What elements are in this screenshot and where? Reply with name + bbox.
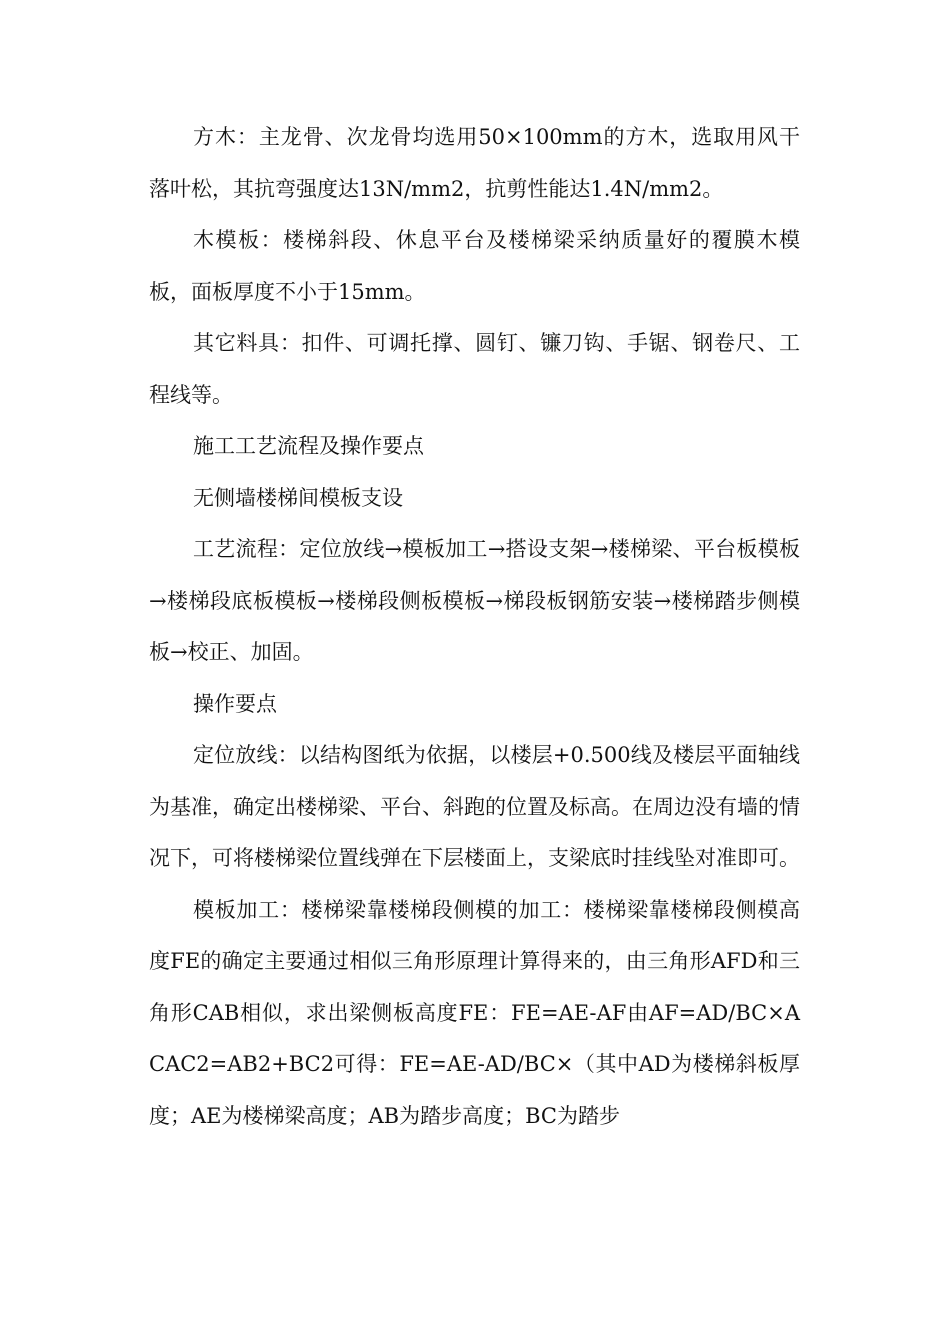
subsection-heading-no-side-wall: 无侧墙楼梯间模板支设	[193, 485, 403, 510]
paragraph-other-materials: 其它料具：扣件、可调托撑、圆钉、镰刀钩、手锯、钢卷尺、工程线等。	[149, 331, 800, 407]
section-heading-process: 施工工艺流程及操作要点	[193, 434, 424, 458]
paragraph-positioning: 定位放线：以结构图纸为依据，以楼层+0.500线及楼层平面轴线为基准，确定出楼梯梁、平台、斜跑的位置及标高。在周边没有墙的情况下，可将楼梯梁位置线弹在下层楼面上，支梁底时挂线坠对准即可。	[149, 743, 800, 870]
paragraph-timber-spec: 方木：主龙骨、次龙骨均选用50×100mm的方木，选取用风干落叶松，其抗弯强度达13N/mm2，抗剪性能达1.4N/mm2。	[149, 125, 800, 201]
subsection-heading-key-points: 操作要点	[193, 691, 277, 716]
paragraph-process-flow: 工艺流程：定位放线→模板加工→搭设支架→楼梯梁、平台板模板→楼梯段底板模板→楼梯段侧板模板→梯段板钢筋安装→楼梯踏步侧模板→校正、加固。	[149, 537, 800, 664]
paragraph-formwork-board: 木模板：楼梯斜段、休息平台及楼梯梁采纳质量好的覆膜木模板，面板厚度不小于15mm。	[149, 228, 800, 304]
paragraph-formwork-processing: 模板加工：楼梯梁靠楼梯段侧模的加工：楼梯梁靠楼梯段侧模高度FE的确定主要通过相似三角形原理计算得来的，由三角形AFD和三角形CAB相似，求出梁侧板高度FE：FE=AE-AF由AF=AD/BC×ACAC2=AB2+BC2可得：FE=AE-AD/BC×（其中AD为楼梯斜板厚度；AE为楼梯梁高度；AB为踏步高度；BC为踏步	[149, 897, 800, 1128]
document-body	[149, 112, 800, 1142]
